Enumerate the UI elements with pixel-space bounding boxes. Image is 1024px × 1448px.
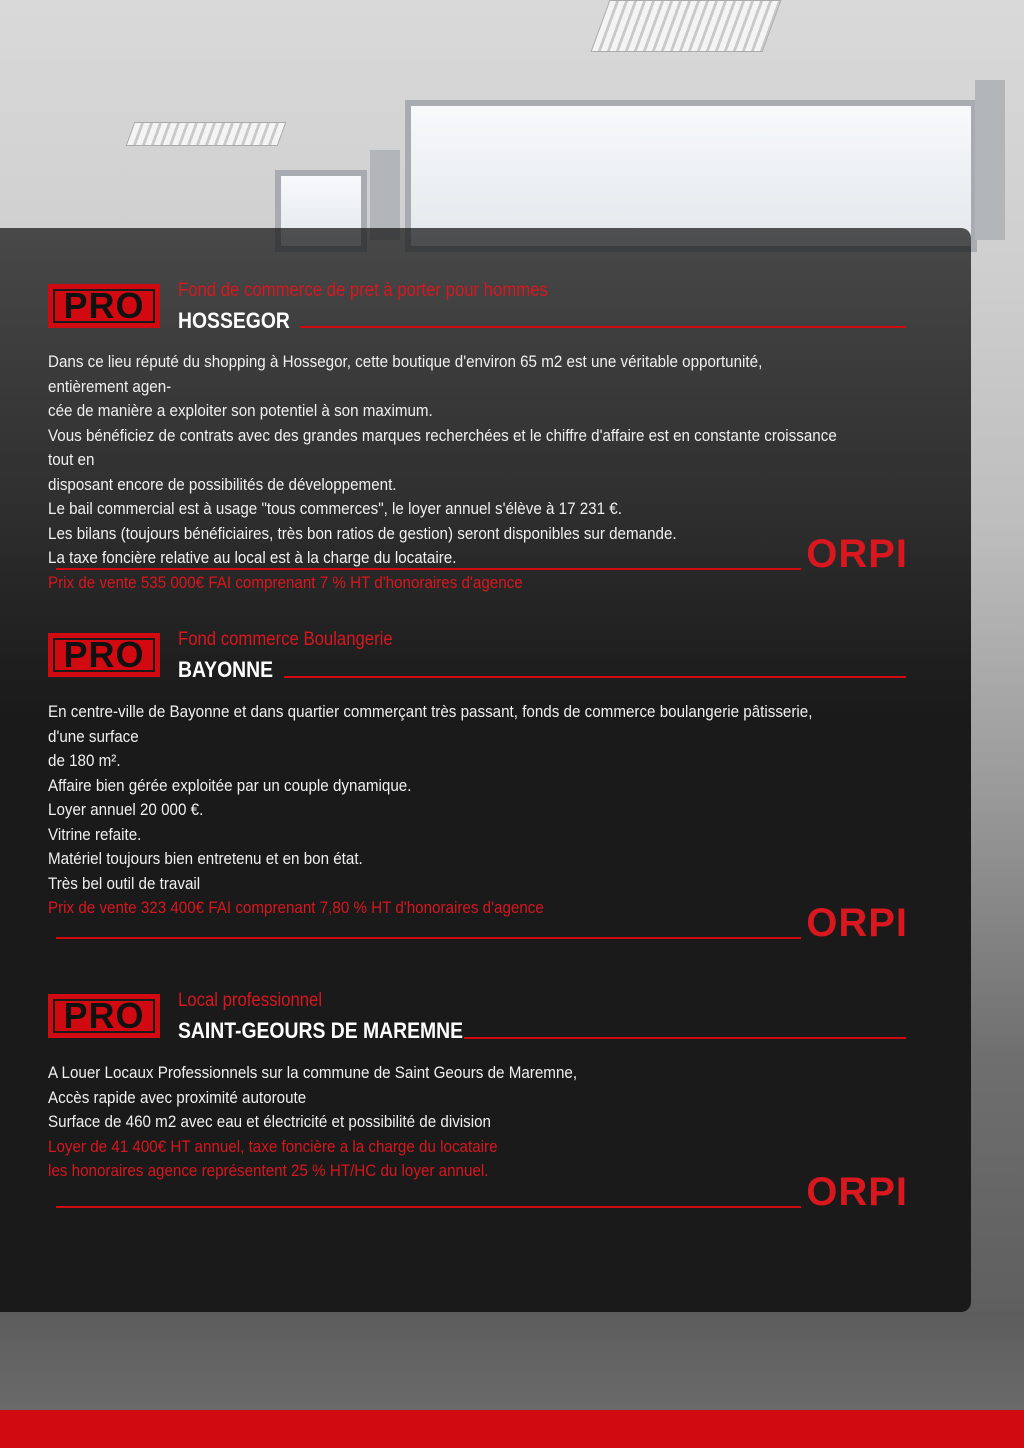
listing-city: HOSSEGOR bbox=[178, 308, 290, 333]
listing-price: Prix de vente 323 400€ FAI comprenant 7,80 % HT d'honoraires d'agence bbox=[48, 899, 544, 917]
listing-price: Prix de vente 535 000€ FAI comprenant 7 % HT d'honoraires d'agence bbox=[48, 573, 523, 592]
pro-badge: PRO bbox=[48, 994, 160, 1038]
city-divider-line bbox=[464, 1037, 906, 1039]
footer-red-strip bbox=[0, 1410, 1024, 1448]
listing-price: Loyer de 41 400€ HT annuel, taxe foncière a la charge du locataire bbox=[48, 1137, 498, 1156]
ceiling-light bbox=[591, 0, 782, 52]
ceiling-light bbox=[126, 122, 287, 146]
listing-city: SAINT-GEOURS DE MAREMNE bbox=[178, 1018, 464, 1043]
window-pillar bbox=[370, 150, 400, 240]
window-pillar bbox=[975, 80, 1005, 240]
listing-subtitle: Fond de commerce de pret à porter pour hommes bbox=[178, 280, 548, 301]
listing-subtitle: Fond commerce Boulangerie bbox=[178, 629, 393, 650]
orpi-logo: ORPI bbox=[806, 532, 908, 576]
listing-description: A Louer Locaux Professionnels sur la commune de Saint Geours de Maremne, Accès rapide avec proximité autoroute Surface de 460 m2 avec eau et électricité et possibilité de division Loyer de 41 400€ HT annuel, taxe foncière a la charge du locataire les honoraires agence représentent 25 % HT/HC du loyer annuel. bbox=[48, 1061, 839, 1184]
city-divider-line bbox=[300, 326, 906, 328]
listing-separator bbox=[56, 1206, 801, 1208]
pro-badge: PRO bbox=[48, 633, 160, 677]
listing-description: En centre-ville de Bayonne et dans quartier commerçant très passant, fonds de commerce boulangerie pâtisserie, d'une surface de 180 m². Affaire bien gérée exploitée par un couple dynamique. Loyer annuel 20 000 €. Vitrine refaite. Matériel toujours bien entretenu et en bon état. Très bel outil de travail Prix de vente 323 400€ FAI comprenant 7,80 % HT d'honoraires d'agence bbox=[48, 700, 839, 921]
listings-panel bbox=[0, 228, 971, 1312]
bottom-band bbox=[0, 1312, 1024, 1410]
pro-badge: PRO bbox=[48, 284, 160, 328]
listing-subtitle: Local professionnel bbox=[178, 990, 323, 1011]
listing-separator bbox=[56, 568, 801, 570]
orpi-logo: ORPI bbox=[806, 1170, 908, 1214]
listing-city: BAYONNE bbox=[178, 657, 274, 682]
listing-description: Dans ce lieu réputé du shopping à Hossegor, cette boutique d'environ 65 m2 est une véritable opportunité, entièrement agen- cée de manière a exploiter son potentiel à son maximum. Vous bénéficiez de contrats avec des grandes marques recherchées et le chiffre d'affaire est en constante croissance tout en disposant encore de possibilités de développement. Le bail commercial est à usage "tous commerces", le loyer annuel s'élève à 17 231 €. Les bilans (toujours bénéficiaires, très bon ratios de gestion) seront disponibles sur demande. La taxe foncière relative au local est à la charge du locataire. Prix de vente 535 000€ FAI comprenant 7 % HT d'honoraires d'agence bbox=[48, 350, 839, 595]
listing-fees: les honoraires agence représentent 25 % HT/HC du loyer annuel. bbox=[48, 1162, 489, 1180]
city-divider-line bbox=[284, 676, 906, 678]
listing-separator bbox=[56, 937, 801, 939]
orpi-logo: ORPI bbox=[806, 901, 908, 945]
